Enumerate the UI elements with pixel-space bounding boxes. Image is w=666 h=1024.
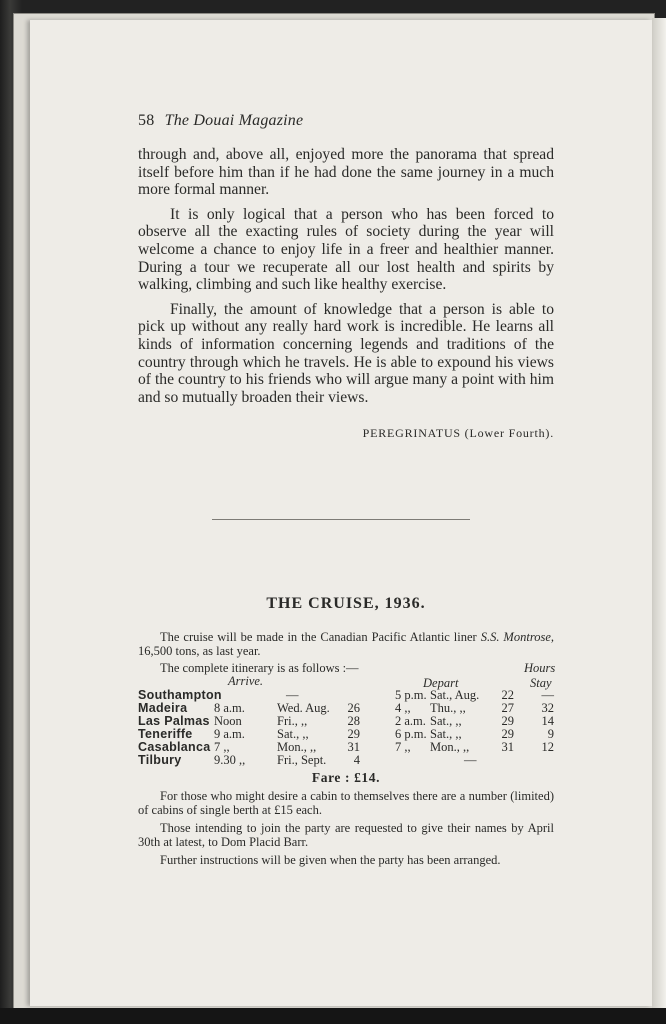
hours-stay: —	[541, 688, 554, 702]
arrive-day: Sat., ,,	[277, 727, 309, 741]
depart-time: 5 p.m.	[395, 688, 427, 702]
depart-date: 29	[501, 714, 514, 728]
article-body	[138, 146, 554, 413]
arrive-date: 31	[347, 740, 360, 754]
page-right-edge	[652, 18, 666, 1008]
depart-day: Sat., ,,	[430, 727, 462, 741]
running-header	[138, 112, 303, 130]
port-name: Casablanca	[138, 740, 211, 754]
intro-text: The cruise will be made in the Canadian Pacific Atlantic liner	[160, 630, 477, 644]
depart-time: 6 p.m.	[395, 727, 427, 741]
itinerary-row	[138, 727, 568, 741]
arrive-date: 4	[353, 753, 360, 767]
col-arrive-label: Arrive.	[228, 674, 264, 688]
hours-stay: 12	[541, 740, 554, 754]
itinerary-row	[138, 740, 568, 754]
paragraph: through and, above all, enjoyed more the panorama that spread itself before him than if he had done the same journey in a much more formal manner.	[138, 146, 554, 199]
arrive-day: —	[286, 688, 299, 702]
itinerary-row	[138, 753, 568, 767]
depart-day: —	[464, 753, 477, 767]
port-name: Tilbury	[138, 753, 182, 767]
depart-day: Sat., Aug.	[430, 688, 480, 702]
arrive-time: Noon	[214, 714, 242, 728]
depart-time: 4 ,,	[395, 701, 411, 715]
depart-date: 27	[501, 701, 514, 715]
paragraph: It is only logical that a person who has been forced to observe all the exacting rules of society during the year will welcome a chance to enjoy life in a freer and healthier manner. During a tour we recuperate all our lost health and spirits by walking, climbing and such like healthy exercise.	[138, 205, 554, 294]
depart-date: 31	[501, 740, 514, 754]
section-title: THE CRUISE, 1936.	[266, 595, 426, 612]
fare-line: Fare : £14.	[311, 770, 381, 785]
hours-stay: 9	[547, 727, 554, 741]
arrive-date: 28	[347, 714, 360, 728]
port-name: Teneriffe	[138, 727, 193, 741]
depart-day: Mon., ,,	[430, 740, 470, 754]
col-depart-label: Depart	[423, 676, 459, 690]
port-name: Las Palmas	[138, 714, 210, 728]
itinerary-row	[138, 688, 568, 702]
intro-text-tail: 16,500 tons, as last year.	[138, 644, 261, 658]
itinerary-label: The complete itinerary is as follows :—	[160, 661, 359, 675]
cruise-notes	[138, 789, 554, 871]
itinerary-row	[138, 701, 568, 715]
arrive-date: 29	[347, 727, 360, 741]
port-name: Southampton	[138, 688, 222, 702]
arrive-day: Fri., ,,	[277, 714, 308, 728]
section-divider	[212, 519, 470, 520]
depart-day: Sat., ,,	[430, 714, 462, 728]
cruise-intro	[138, 630, 554, 658]
author-signature: PEREGRINATUS (Lower Fourth).	[362, 426, 554, 440]
arrive-day: Wed. Aug.	[277, 701, 330, 715]
arrive-day: Mon., ,,	[277, 740, 317, 754]
depart-day: Thu., ,,	[430, 701, 466, 715]
itinerary-row	[138, 714, 568, 728]
depart-date: 22	[501, 688, 514, 702]
page-number: 58	[138, 112, 155, 129]
arrive-time: 9 a.m.	[214, 727, 245, 741]
bottom-band	[0, 1008, 666, 1024]
port-name: Madeira	[138, 701, 188, 715]
ship-name: S.S. Montrose,	[480, 630, 555, 644]
col-stay-label: Stay	[530, 676, 552, 690]
note-paragraph: For those who might desire a cabin to themselves there are a number (limited) of cabins of single berth at £15 each.	[138, 789, 554, 817]
note-paragraph: Further instructions will be given when the party has been arranged.	[160, 853, 501, 867]
hours-stay: 14	[541, 714, 554, 728]
arrive-time: 7 ,,	[214, 740, 230, 754]
arrive-time: 8 a.m.	[214, 701, 245, 715]
arrive-day: Fri., Sept.	[277, 753, 327, 767]
col-hours-label: Hours	[524, 661, 556, 675]
note-paragraph: Those intending to join the party are requested to give their names by April 30th at latest, to Dom Placid Barr.	[138, 821, 554, 849]
depart-time: 2 a.m.	[395, 714, 426, 728]
arrive-time: 9.30 ,,	[214, 753, 246, 767]
paragraph: Finally, the amount of knowledge that a person is able to pick up without any really hard work is incredible. He learns all kinds of information concerning legends and traditions of the country through which he travels. He is able to expound his views of the country to his friends who will argue many a point with him and so mutually broaden their views.	[138, 300, 554, 406]
hours-stay: 32	[541, 701, 554, 715]
magazine-title: The Douai Magazine	[164, 112, 304, 129]
depart-date: 29	[501, 727, 514, 741]
depart-time: 7 ,,	[395, 740, 411, 754]
arrive-date: 26	[347, 701, 360, 715]
